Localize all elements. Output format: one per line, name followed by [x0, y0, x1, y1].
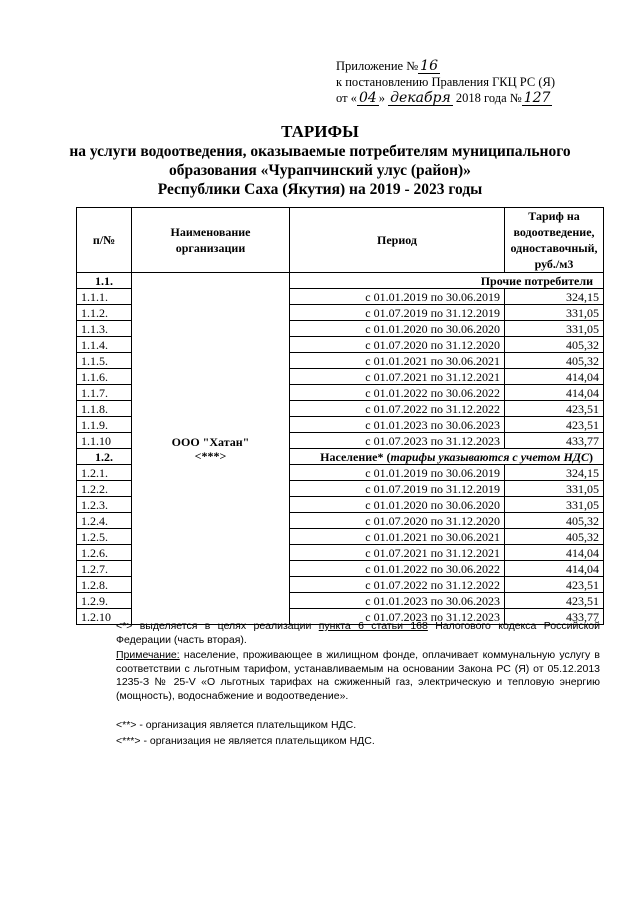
- row-period: с 01.07.2019 по 31.12.2019: [290, 305, 505, 321]
- row-number: 1.2.10: [77, 609, 132, 625]
- document-title: [40, 122, 600, 199]
- row-number: 1.1.2.: [77, 305, 132, 321]
- row-period: с 01.01.2021 по 30.06.2021: [290, 529, 505, 545]
- row-number: 1.2.1.: [77, 465, 132, 481]
- group-title-text: Население* (: [320, 449, 391, 464]
- row-period: с 01.01.2019 по 30.06.2019: [290, 289, 505, 305]
- organization-name: ООО "Хатан": [171, 434, 250, 449]
- title-line-2: образования «Чурапчинский улус (район)»: [169, 162, 471, 179]
- row-number: 1.1.1.: [77, 289, 132, 305]
- row-number: 1.1.7.: [77, 385, 132, 401]
- row-period: с 01.07.2021 по 31.12.2021: [290, 369, 505, 385]
- row-period: с 01.01.2019 по 30.06.2019: [290, 465, 505, 481]
- row-period: с 01.07.2022 по 31.12.2022: [290, 401, 505, 417]
- row-number: 1.2.5.: [77, 529, 132, 545]
- row-tariff-value: 414,04: [505, 545, 604, 561]
- footnote-star1: [116, 620, 600, 647]
- footnote-star2: <**> - организация является плательщиком НДС.: [116, 719, 357, 731]
- tariff-table: [76, 207, 604, 625]
- header-org: Наименование организации: [132, 208, 290, 273]
- row-tariff-value: 433,77: [505, 433, 604, 449]
- row-period: с 01.01.2022 по 30.06.2022: [290, 561, 505, 577]
- row-period: с 01.07.2020 по 31.12.2020: [290, 513, 505, 529]
- table-header-row: [77, 208, 604, 273]
- row-number: 1.2.7.: [77, 561, 132, 577]
- row-number: 1.1.6.: [77, 369, 132, 385]
- annex-line-1: [336, 58, 606, 74]
- group-title: [290, 449, 604, 465]
- annex-line-3: [336, 90, 606, 106]
- row-tariff-value: 433,77: [505, 609, 604, 625]
- organization-cell: [132, 273, 290, 625]
- row-tariff-value: 324,15: [505, 289, 604, 305]
- annex-day-handwritten: 04: [358, 90, 377, 106]
- organization-note: <***>: [194, 448, 227, 463]
- title-line-3: Республики Саха (Якутия) на 2019 - 2023 годы: [157, 181, 483, 198]
- footnote-star1-suffix: Налогового кодекса Российской Федерации (часть вторая).: [116, 620, 600, 646]
- row-tariff-value: 423,51: [505, 577, 604, 593]
- row-number: 1.2.9.: [77, 593, 132, 609]
- row-number: 1.2.2.: [77, 481, 132, 497]
- row-period: с 01.07.2023 по 31.12.2023: [290, 433, 505, 449]
- title-line-1: на услуги водоотведения, оказываемые потребителям муниципального: [69, 143, 571, 160]
- header-period: Период: [290, 208, 505, 273]
- row-number: 1.2.8.: [77, 577, 132, 593]
- row-tariff-value: 331,05: [505, 481, 604, 497]
- row-number: 1.1.9.: [77, 417, 132, 433]
- row-tariff-value: 423,51: [505, 417, 604, 433]
- row-period: с 01.07.2019 по 31.12.2019: [290, 481, 505, 497]
- row-number: 1.1.5.: [77, 353, 132, 369]
- row-period: с 01.07.2022 по 31.12.2022: [290, 577, 505, 593]
- row-number: 1.2.4.: [77, 513, 132, 529]
- row-tariff-value: 423,51: [505, 401, 604, 417]
- annex-header: [336, 58, 606, 106]
- annex-number-handwritten: 16: [420, 58, 438, 74]
- remark-text: население, проживающее в жилищном фонде, оплачивает коммунальную услугу в соответствии с льготным тарифом, устанавливаемым на основании Закона РС (Я) от 05.12.2013 1235-З № 25-V «О льготных тарифах на сжиженный газ, электрическую и тепловую энергию (мощность), водоснабжение и водоотведение».: [116, 649, 600, 702]
- group-title-text: Прочие потребители: [480, 273, 593, 288]
- annex-year: 2018 года №: [455, 91, 522, 105]
- footnote-remark: [116, 649, 600, 703]
- row-tariff-value: 331,05: [505, 305, 604, 321]
- footnote-link[interactable]: пункта 6 статьи 168: [318, 620, 428, 632]
- row-number: 1.1.10: [77, 433, 132, 449]
- table-body: [77, 273, 604, 625]
- row-period: с 01.07.2021 по 31.12.2021: [290, 545, 505, 561]
- row-tariff-value: 405,32: [505, 337, 604, 353]
- row-period: с 01.07.2020 по 31.12.2020: [290, 337, 505, 353]
- row-period: с 01.01.2020 по 30.06.2020: [290, 321, 505, 337]
- footnote-star1-prefix: <*> выделяется в целях реализации: [116, 620, 319, 632]
- row-number: 1.1.3.: [77, 321, 132, 337]
- row-tariff-value: 414,04: [505, 369, 604, 385]
- row-period: с 01.07.2023 по 31.12.2023: [290, 609, 505, 625]
- annex-quote: »: [378, 91, 386, 105]
- footnotes: [116, 620, 600, 750]
- group-title: [290, 273, 604, 289]
- row-tariff-value: 405,32: [505, 513, 604, 529]
- row-tariff-value: 331,05: [505, 321, 604, 337]
- row-period: с 01.01.2023 по 30.06.2023: [290, 417, 505, 433]
- row-period: с 01.01.2023 по 30.06.2023: [290, 593, 505, 609]
- row-number: 1.2.3.: [77, 497, 132, 513]
- footnote-star3: <***> - организация не является плательщиком НДС.: [116, 734, 375, 747]
- annex-line-2: к постановлению Правления ГКЦ РС (Я): [336, 75, 556, 89]
- group-title-italic: тарифы указываются с учетом НДС: [390, 449, 589, 464]
- row-tariff-value: 414,04: [505, 561, 604, 577]
- group-row: [77, 273, 604, 289]
- row-period: с 01.01.2020 по 30.06.2020: [290, 497, 505, 513]
- decree-number-handwritten: 127: [523, 90, 551, 106]
- row-tariff-value: 324,15: [505, 465, 604, 481]
- header-tariff: Тариф на водоотведение, одноставочный, руб./м3: [505, 208, 604, 273]
- header-num: п/№: [77, 208, 132, 273]
- row-period: с 01.01.2021 по 30.06.2021: [290, 353, 505, 369]
- row-tariff-value: 423,51: [505, 593, 604, 609]
- row-tariff-value: 331,05: [505, 497, 604, 513]
- remark-label: Примечание:: [116, 649, 180, 661]
- row-number: 1.1.4.: [77, 337, 132, 353]
- row-period: с 01.01.2022 по 30.06.2022: [290, 385, 505, 401]
- annex-from: от «: [336, 91, 357, 105]
- annex-month-handwritten: декабря: [390, 90, 451, 106]
- row-number: 1.1.8.: [77, 401, 132, 417]
- title-main: ТАРИФЫ: [281, 122, 359, 141]
- group-number: 1.1.: [77, 273, 132, 289]
- row-number: 1.2.6.: [77, 545, 132, 561]
- group-title-end: ): [589, 449, 593, 464]
- row-tariff-value: 414,04: [505, 385, 604, 401]
- group-number: 1.2.: [77, 449, 132, 465]
- row-tariff-value: 405,32: [505, 353, 604, 369]
- annex-prefix: Приложение №: [336, 59, 419, 73]
- row-tariff-value: 405,32: [505, 529, 604, 545]
